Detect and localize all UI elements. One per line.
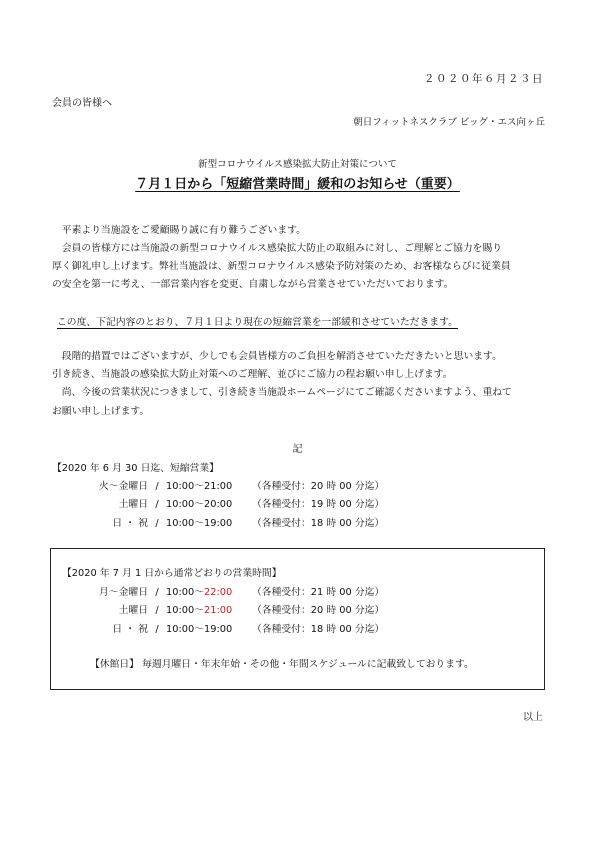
day-label: 日 ・ 祝 [112, 624, 148, 635]
day-label: 火～金曜日 [99, 481, 148, 492]
body-paragraph-line: 段階的措置ではございますが、少しでも会員皆様方のご負担を解消させていただきたいと思います。 [52, 351, 502, 362]
closing-mark: 以上 [523, 712, 543, 723]
reception-deadline: （各種受付：20 時 00 分迄） [252, 481, 385, 492]
reception-deadline: （各種受付：19 時 00 分迄） [252, 499, 385, 510]
body-paragraph-line: 尚、今後の営業状況につきまして、引き続き当施設ホームページにてご確認くださいますよう、重ねて [52, 387, 512, 398]
body-paragraph-line: お願い申し上げます。 [52, 406, 150, 417]
hours-end-highlight: 21:00 [204, 605, 233, 616]
new-hours-row [92, 584, 384, 598]
body-paragraph-line: の安全を第一に考え、一部営業内容を変更、自粛しながら営業させていただいております。 [52, 279, 454, 290]
current-hours-row [92, 496, 384, 510]
ki-marker: 記 [292, 444, 303, 455]
new-hours-row [92, 621, 384, 635]
new-hours-row [92, 602, 384, 616]
hours-end: 19:00 [204, 624, 233, 635]
document-subtitle: 新型コロナウイルス感染拡大防止対策について [198, 159, 397, 170]
reception-deadline: （各種受付：21 時 00 分迄） [252, 587, 385, 598]
hours-end-highlight: 22:00 [204, 587, 233, 598]
day-label: 日 ・ 祝 [112, 518, 148, 529]
day-label: 土曜日 [118, 499, 148, 510]
separator: / [155, 518, 159, 529]
hours-range: 10:00～20:00 [166, 499, 233, 510]
body-paragraph-line: 会員の皆様方には当施設の新型コロナウイルス感染拡大防止の取組みに対し、ご理解とご協力を賜り [52, 243, 503, 254]
holiday-notice: 【休館日】 毎週月曜日・年末年始・その他・年間スケジュールに記載致しております。 [90, 659, 474, 670]
separator: / [155, 587, 159, 598]
hours-range [166, 621, 246, 635]
new-hours-title: 【2020 年 7 月 1 日から通常どおりの営業時間】 [62, 568, 282, 579]
separator: / [155, 624, 159, 635]
current-hours-row [92, 515, 384, 529]
day-label: 土曜日 [118, 605, 148, 616]
reception-deadline: （各種受付：18 時 00 分迄） [252, 624, 385, 635]
hours-start: 10:00～ [166, 605, 205, 616]
recipient-line: 会員の皆様へ [52, 98, 112, 109]
document-title: ７月１日から「短縮営業時間」緩和のお知らせ（重要） [135, 177, 460, 192]
hours-start: 10:00～ [166, 587, 205, 598]
body-paragraph-line: 引き続き、当施設の感染拡大防止対策へのご理解、並びにご協力の程お願い申し上げます。 [52, 369, 453, 380]
reception-deadline: （各種受付：20 時 00 分迄） [252, 605, 385, 616]
reception-deadline: （各種受付：18 時 00 分迄） [252, 518, 385, 529]
hours-start: 10:00～ [166, 624, 205, 635]
document-date: ２０２０年６月２３日 [424, 73, 544, 85]
current-hours-row [92, 478, 384, 492]
hours-range [166, 602, 246, 616]
hours-range: 10:00～21:00 [166, 481, 233, 492]
day-label: 月～金曜日 [99, 587, 148, 598]
separator: / [155, 481, 159, 492]
notice-underlined: この度、下記内容のとおり、７月１日より現在の短縮営業を一部緩和させていただきます。 [57, 317, 458, 328]
sender-line: 朝日フィットネスクラブ ビッグ・エス向ヶ丘 [353, 117, 545, 128]
hours-range: 10:00～19:00 [166, 518, 233, 529]
separator: / [155, 499, 159, 510]
greeting-paragraph: 平素より当施設をご愛顧賜り誠に有り難うございます。 [52, 225, 306, 236]
separator: / [155, 605, 159, 616]
body-paragraph-line: 厚く御礼申し上げます。弊社当施設は、新型コロナウイルス感染予防対策のため、お客様ならびに従業員 [52, 261, 511, 272]
hours-range [166, 584, 246, 598]
current-hours-title: 【2020 年 6 月 30 日迄、短縮営業】 [52, 463, 219, 474]
